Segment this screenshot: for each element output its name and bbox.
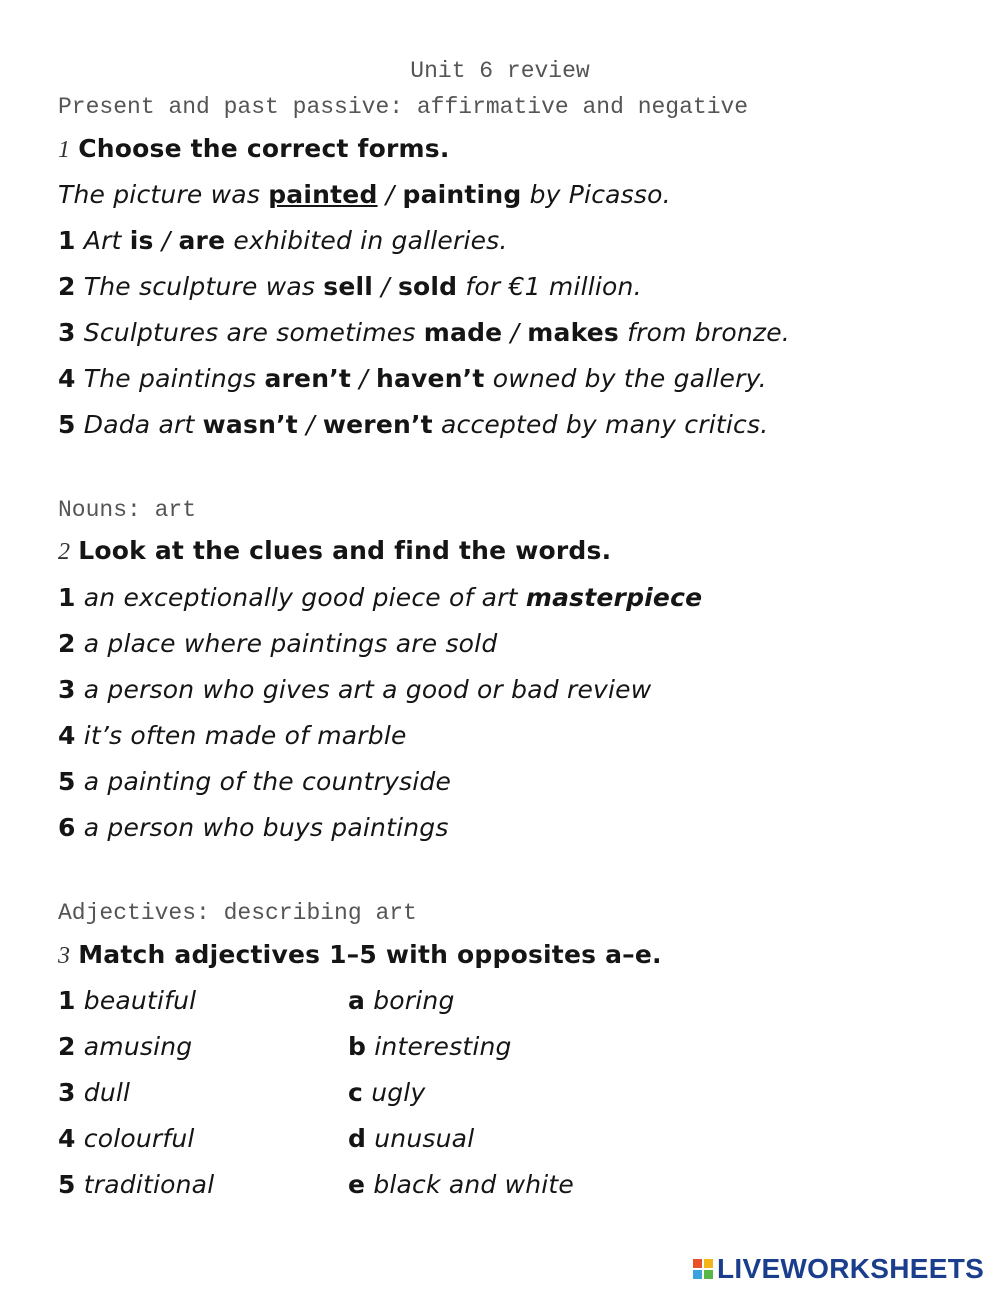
item-number: 4	[58, 721, 76, 750]
section2-item	[58, 813, 449, 842]
clue-text: a person who gives art a good or bad review	[83, 675, 652, 704]
item-number: 3	[58, 675, 76, 704]
option-a[interactable]: wasn’t	[202, 410, 298, 439]
example-text: The picture was	[58, 180, 269, 209]
item-number: 5	[58, 410, 76, 439]
section3-number: 3	[58, 943, 71, 969]
option-b[interactable]: are	[178, 226, 226, 255]
opposite-text: interesting	[374, 1032, 512, 1061]
clue-text: a painting of the countryside	[83, 767, 452, 796]
adjective: traditional	[83, 1170, 215, 1199]
item-text: The sculpture was	[83, 272, 324, 301]
section1-item	[58, 364, 767, 393]
item-text: Dada art	[83, 410, 203, 439]
clue-text: a person who buys paintings	[83, 813, 449, 842]
section2-heading: Nouns: art	[58, 497, 197, 523]
example-separator: /	[377, 180, 403, 209]
section1-heading: Present and past passive: affirmative and negative	[58, 94, 749, 120]
adjective-number: 2	[58, 1032, 76, 1061]
opposite-letter: b	[348, 1032, 367, 1061]
clue-text: it’s often made of marble	[83, 721, 407, 750]
opposite-text: boring	[373, 986, 455, 1015]
section2-item	[58, 629, 497, 658]
item-text-end: exhibited in galleries.	[225, 226, 508, 255]
section3-instruction-text: Match adjectives 1–5 with opposites a–e.	[78, 940, 662, 969]
item-text-end: for €1 million.	[457, 272, 642, 301]
item-number: 3	[58, 318, 76, 347]
answer-example: masterpiece	[525, 583, 703, 612]
section1-instruction	[58, 134, 450, 164]
example-text-end: by Picasso.	[521, 180, 671, 209]
example-option-correct: painted	[268, 180, 378, 209]
section3-instruction	[58, 940, 662, 970]
opposite	[348, 1032, 512, 1061]
page-title: Unit 6 review	[410, 58, 590, 84]
option-b[interactable]: haven’t	[375, 364, 485, 393]
section2-item	[58, 721, 407, 750]
clue-text: a place where paintings are sold	[83, 629, 498, 658]
item-text-end: accepted by many critics.	[432, 410, 769, 439]
match-row	[58, 1032, 958, 1061]
opposite-letter: c	[348, 1078, 364, 1107]
option-a[interactable]: aren’t	[264, 364, 352, 393]
item-text-end: from bronze.	[618, 318, 790, 347]
opposite-letter: a	[348, 986, 366, 1015]
adjective: dull	[83, 1078, 131, 1107]
section2-instruction	[58, 536, 611, 566]
opposite-letter: d	[348, 1124, 367, 1153]
adjective-number: 3	[58, 1078, 76, 1107]
option-b[interactable]: sold	[397, 272, 458, 301]
item-text: The paintings	[83, 364, 265, 393]
option-separator: /	[373, 272, 398, 301]
section2-item	[58, 767, 451, 796]
section1-item	[58, 410, 768, 439]
match-row	[58, 986, 958, 1015]
logo-blocks-icon	[693, 1259, 713, 1279]
option-separator: /	[297, 410, 323, 439]
clue-text: an exceptionally good piece of art	[83, 583, 526, 612]
opposite-text: ugly	[371, 1078, 426, 1107]
adjective: colourful	[83, 1124, 195, 1153]
option-separator: /	[153, 226, 179, 255]
section1-item	[58, 226, 508, 255]
item-text: Art	[83, 226, 130, 255]
section2-instruction-text: Look at the clues and find the words.	[78, 536, 612, 565]
section2-item	[58, 675, 651, 704]
option-a[interactable]: sell	[323, 272, 374, 301]
adjective-number: 5	[58, 1170, 76, 1199]
section2-number: 2	[58, 539, 71, 565]
adjective-number: 4	[58, 1124, 76, 1153]
match-row	[58, 1170, 958, 1199]
liveworksheets-logo	[693, 1253, 984, 1285]
option-separator: /	[502, 318, 528, 347]
section1-example	[58, 180, 671, 209]
item-number: 2	[58, 272, 76, 301]
section3-heading: Adjectives: describing art	[58, 900, 417, 926]
section2-item	[58, 583, 702, 612]
option-b[interactable]: weren’t	[322, 410, 433, 439]
opposite	[348, 1078, 425, 1107]
logo-block	[693, 1270, 702, 1279]
item-text: Sculptures are sometimes	[83, 318, 424, 347]
item-number: 5	[58, 767, 76, 796]
opposite	[348, 1170, 574, 1199]
section1-item	[58, 272, 642, 301]
item-number: 6	[58, 813, 76, 842]
item-number: 4	[58, 364, 76, 393]
item-number: 2	[58, 629, 76, 658]
adjective: amusing	[83, 1032, 193, 1061]
match-row	[58, 1078, 958, 1107]
opposite	[348, 986, 455, 1015]
option-separator: /	[351, 364, 376, 393]
section1-number: 1	[58, 137, 71, 163]
item-text-end: owned by the gallery.	[484, 364, 767, 393]
option-a[interactable]: made	[423, 318, 503, 347]
adjective-number: 1	[58, 986, 76, 1015]
opposite-text: black and white	[373, 1170, 575, 1199]
item-number: 1	[58, 583, 76, 612]
adjective: beautiful	[83, 986, 197, 1015]
logo-block	[704, 1270, 713, 1279]
match-row	[58, 1124, 958, 1153]
logo-block	[693, 1259, 702, 1268]
logo-block	[704, 1259, 713, 1268]
item-number: 1	[58, 226, 76, 255]
section1-item	[58, 318, 790, 347]
option-a[interactable]: is	[129, 226, 154, 255]
logo-text: LIVEWORKSHEETS	[717, 1253, 985, 1284]
opposite	[348, 1124, 474, 1153]
opposite-letter: e	[348, 1170, 366, 1199]
option-b[interactable]: makes	[527, 318, 619, 347]
section1-instruction-text: Choose the correct forms.	[78, 134, 450, 163]
example-option-wrong: painting	[402, 180, 522, 209]
opposite-text: unusual	[374, 1124, 475, 1153]
